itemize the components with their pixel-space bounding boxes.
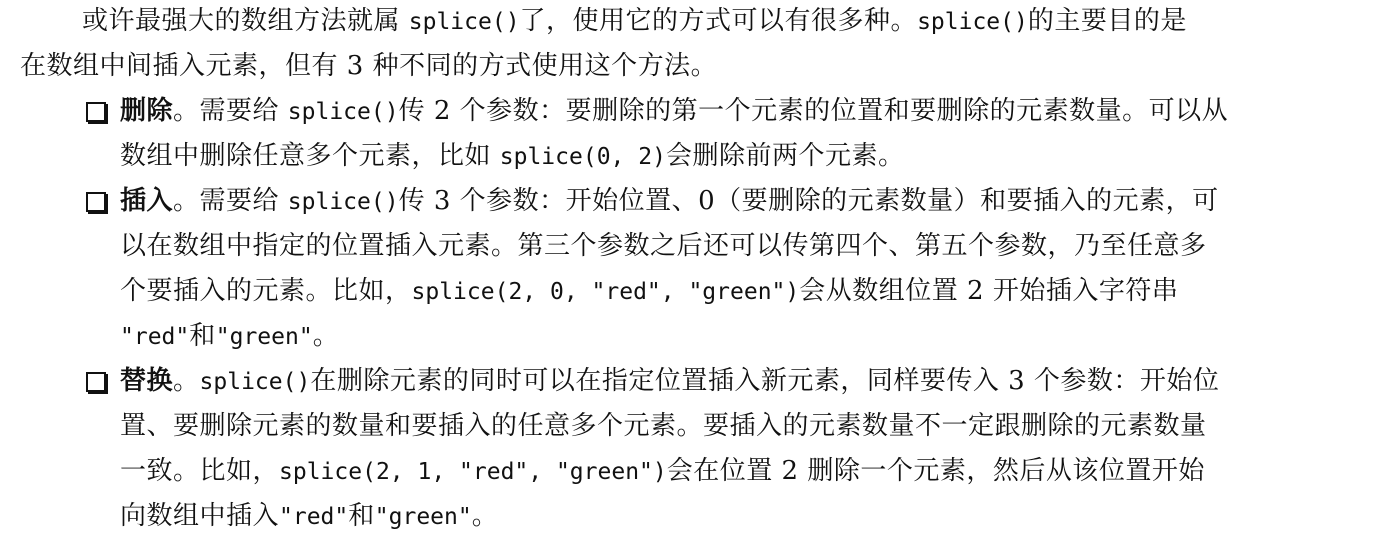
item-text: 。需要给 (173, 186, 288, 216)
inline-code: splice(2, 1, "red", "green") (279, 459, 667, 485)
item-text: 和 (189, 321, 216, 351)
intro-text: 或许最强大的数组方法就属 (82, 6, 409, 36)
item-text: 。 (173, 366, 200, 396)
item-text: 个要插入的元素。比如， (120, 276, 412, 306)
list-item-replace-line-2 (120, 411, 1207, 441)
list-item-delete-line-2 (120, 141, 904, 171)
item-text: 置、要删除元素的数量和要插入的任意多个元素。要插入的元素数量不一定跟删除的元素数量 (120, 411, 1207, 441)
item-text: 会从数组位置 2 开始插入字符串 (799, 276, 1179, 306)
intro-text: 了，使用它的方式可以有很多种。 (519, 6, 918, 36)
inline-code: splice(2, 0, "red", "green") (411, 279, 800, 305)
item-text: 传 2 个参数：要删除的第一个元素的位置和要删除的元素数量。可以从 (398, 96, 1229, 126)
inline-code: splice() (917, 9, 1028, 35)
item-text: 以在数组中指定的位置插入元素。第三个参数之后还可以传第四个、第五个参数，乃至任意多 (120, 231, 1207, 261)
item-text: 数组中删除任意多个元素，比如 (120, 141, 500, 171)
list-item-insert-line-3 (120, 276, 1178, 306)
item-text: 。 (312, 321, 340, 351)
inline-code: splice() (287, 189, 399, 215)
term-delete: 删除 (120, 96, 174, 126)
intro-text: 的主要目的是 (1027, 6, 1187, 36)
item-text: 在删除元素的同时可以在指定位置插入新元素，同样要传入 3 个参数：开始位 (310, 366, 1220, 396)
intro-text: 在数组中间插入元素，但有 3 种不同的方式使用这个方法。 (20, 51, 718, 81)
checkbox-bullet-icon (86, 102, 106, 122)
list-item-delete-line-1 (120, 96, 1228, 126)
item-text: 。 (471, 501, 499, 531)
item-text: 和 (348, 501, 375, 531)
list-item-insert-line-2 (120, 231, 1207, 261)
checkbox-bullet-icon (86, 192, 106, 212)
inline-code: splice(0, 2) (499, 144, 666, 170)
item-text: 向数组中插入 (120, 501, 280, 531)
inline-code: "green" (374, 504, 472, 530)
item-text: 一致。比如， (120, 456, 280, 486)
list-item-replace-line-1 (120, 366, 1219, 396)
item-text: 传 3 个参数：开始位置、0（要删除的元素数量）和要插入的元素，可 (398, 186, 1219, 216)
item-text: 。需要给 (173, 96, 288, 126)
intro-line-2 (20, 51, 717, 81)
inline-code: "red" (279, 504, 349, 530)
inline-code: splice() (408, 9, 520, 35)
list-item-replace-line-4 (120, 501, 498, 531)
inline-code: "red" (120, 324, 190, 350)
term-insert: 插入 (120, 186, 174, 216)
list-item-insert-line-1 (120, 186, 1219, 216)
inline-code: splice() (287, 99, 399, 125)
item-text: 会在位置 2 删除一个元素，然后从该位置开始 (666, 456, 1205, 486)
item-text: 会删除前两个元素。 (665, 141, 905, 171)
list-item-insert-line-4 (120, 321, 339, 351)
inline-code: splice() (199, 369, 311, 395)
term-replace: 替换 (120, 366, 174, 396)
list-item-replace-line-3 (120, 456, 1205, 486)
intro-line-1 (82, 6, 1187, 36)
inline-code: "green" (215, 324, 313, 350)
checkbox-bullet-icon (86, 372, 106, 392)
